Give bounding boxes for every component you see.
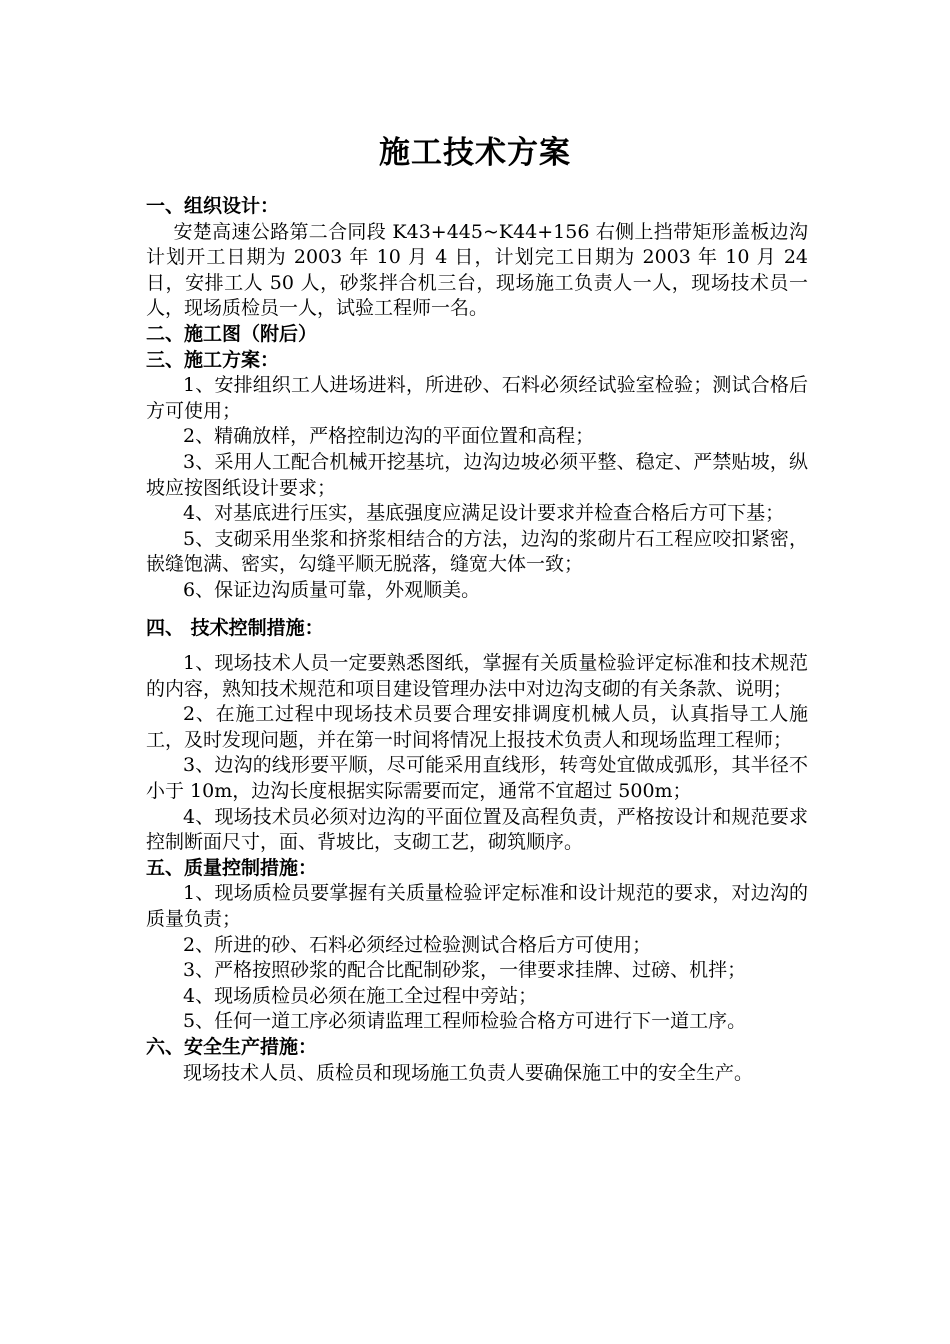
quality-item: 1、现场质检员要掌握有关质量检验评定标准和设计规范的要求，对边沟的质量负责； — [146, 882, 808, 931]
document-title: 施工技术方案 — [379, 135, 571, 171]
quality-item: 5、任何一道工序必须请监理工程师检验合格方可进行下一道工序。 — [183, 1010, 747, 1033]
section-heading-quality-control: 五、质量控制措施： — [146, 856, 318, 879]
plan-item: 5、支砌采用坐浆和挤浆相结合的方法，边沟的浆砌片石工程应咬扣紧密，嵌缝饱满、密实，勾缝平顺无脱落，缝宽大体一致； — [146, 527, 808, 576]
document-body — [146, 194, 808, 1086]
plan-item: 3、采用人工配合机械开挖基坑，边沟边坡必须平整、稳定、严禁贴坡，纵坡应按图纸设计要求； — [146, 450, 808, 499]
plan-item: 4、对基底进行压实，基底强度应满足设计要求并检查合格后方可下基； — [183, 502, 785, 525]
technical-item: 1、现场技术人员一定要熟悉图纸，掌握有关质量检验评定标准和技术规范的内容，熟知技术规范和项目建设管理办法中对边沟支砌的有关条款、说明； — [146, 652, 808, 700]
technical-item: 4、现场技术员必须对边沟的平面位置及高程负责，严格按设计和规范要求控制断面尺寸，面、背坡比，支砌工艺，砌筑顺序。 — [146, 805, 808, 854]
section-heading-drawings: 二、施工图（附后） — [146, 322, 318, 345]
quality-item: 3、严格按照砂浆的配合比配制砂浆，一律要求挂牌、过磅、机拌； — [183, 959, 747, 982]
section-heading-technical-control: 四、 技术控制措施： — [146, 616, 324, 639]
section-heading-organization: 一、组织设计： — [146, 195, 280, 217]
section-heading-safety: 六、安全生产措施： — [146, 1036, 318, 1058]
plan-item: 2、精确放样，严格控制边沟的平面位置和高程； — [183, 425, 595, 448]
section-heading-construction-plan: 三、施工方案： — [146, 348, 280, 371]
technical-item: 2、在施工过程中现场技术员要合理安排调度机械人员，认真指导工人施工，及时发现问题，并在第一时间将情况上报技术负责人和现场监理工程师； — [146, 703, 808, 751]
quality-item: 4、现场质检员必须在施工全过程中旁站； — [183, 984, 538, 1007]
plan-item: 1、安排组织工人进场进料，所进砂、石料必须经试验室检验；测试合格后方可使用； — [146, 374, 808, 422]
organization-paragraph: 安楚高速公路第二合同段 K43+445~K44+156 右侧上挡带矩形盖板边沟计划开工日期为 2003 年 10 月 4 日，计划完工日期为 2003 年 10 月 24 日，安排工人 50 人，砂浆拌合机三台，现场施工负责人一人，现场技术员一人，现场质检员一人，试验工程师一名。 — [146, 220, 808, 320]
technical-item: 3、边沟的线形要平顺，尽可能采用直线形，转弯处宜做成弧形，其半径不小于 10m，边沟长度根据实际需要而定，通常不宜超过 500m； — [146, 754, 808, 803]
safety-paragraph: 现场技术人员、质检员和现场施工负责人要确保施工中的安全生产。 — [183, 1061, 754, 1084]
plan-item: 6、保证边沟质量可靠，外观顺美。 — [183, 578, 481, 601]
quality-item: 2、所进的砂、石料必须经过检验测试合格后方可使用； — [183, 933, 652, 956]
